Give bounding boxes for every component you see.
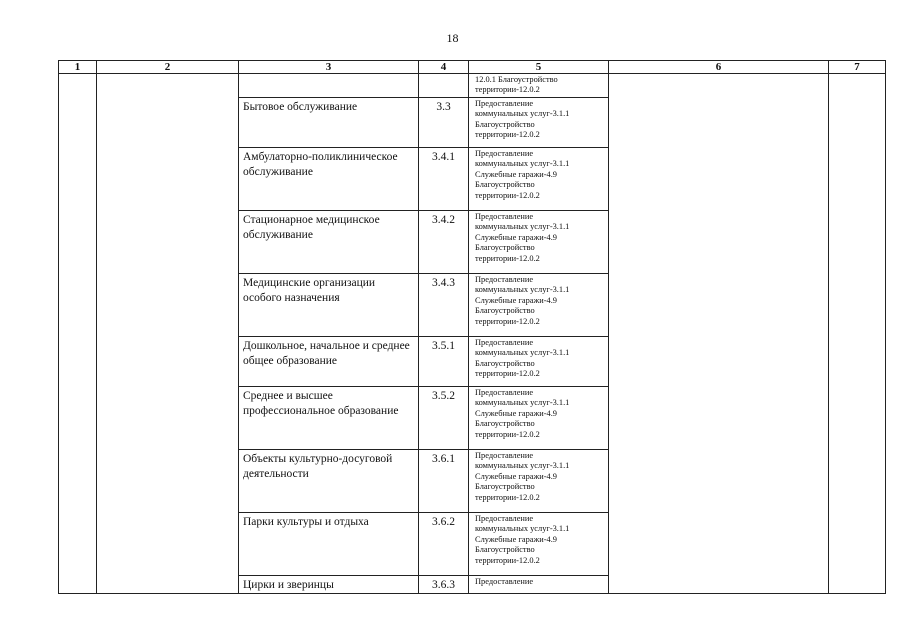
auxiliary-uses-cell (469, 337, 609, 387)
auxiliary-use-line: Предоставление (475, 577, 534, 586)
auxiliary-uses-cell (469, 387, 609, 450)
auxiliary-use-line: Служебные гаражи-4.9 (475, 471, 557, 481)
auxiliary-uses-cell (469, 148, 609, 211)
auxiliary-use-line: Благоустройство (475, 419, 535, 429)
auxiliary-use-line: Благоустройство (475, 358, 535, 368)
auxiliary-uses-cell (469, 274, 609, 337)
auxiliary-use-line: коммунальных услуг-3.1.1 (475, 348, 570, 358)
auxiliary-use-line: Предоставление (475, 514, 534, 523)
auxiliary-use-line: коммунальных услуг-3.1.1 (475, 159, 570, 169)
column-header: 5 (469, 61, 609, 74)
object-type-code: 3.6.3 (419, 576, 469, 594)
auxiliary-use-line: Служебные гаражи-4.9 (475, 534, 557, 544)
auxiliary-use-line: 12.0.1 Благоустройство (475, 75, 558, 84)
auxiliary-use-line: коммунальных услуг-3.1.1 (475, 109, 570, 119)
auxiliary-use-line: территории-12.0.2 (475, 130, 540, 140)
object-type-code: 3.6.1 (419, 450, 469, 513)
auxiliary-uses-cell (469, 98, 609, 148)
column-header: 2 (97, 61, 239, 74)
auxiliary-use-line: территории-12.0.2 (475, 253, 540, 263)
auxiliary-use-line: Благоустройство (475, 482, 535, 492)
object-type-name: Объекты культурно-досуговой деятельности (239, 450, 419, 513)
auxiliary-use-line: коммунальных услуг-3.1.1 (475, 524, 570, 534)
column-1-cell (59, 74, 97, 594)
column-header: 7 (829, 61, 886, 74)
auxiliary-use-line: Служебные гаражи-4.9 (475, 295, 557, 305)
auxiliary-use-line: территории-12.0.2 (475, 316, 540, 326)
auxiliary-use-line: территории-12.0.2 (475, 85, 540, 95)
object-type-name: Среднее и высшее профессиональное образование (239, 387, 419, 450)
object-type-code: 3.5.1 (419, 337, 469, 387)
object-type-name: Медицинские организации особого назначения (239, 274, 419, 337)
auxiliary-use-line: Благоустройство (475, 243, 535, 253)
auxiliary-use-line: территории-12.0.2 (475, 492, 540, 502)
table-row (59, 74, 886, 98)
object-type-code (419, 74, 469, 98)
page-number: 18 (446, 31, 459, 45)
column-header: 4 (419, 61, 469, 74)
object-type-name: Цирки и зверинцы (239, 576, 419, 594)
auxiliary-use-line: Предоставление (475, 338, 534, 347)
auxiliary-use-line: коммунальных услуг-3.1.1 (475, 285, 570, 295)
auxiliary-use-line: Благоустройство (475, 545, 535, 555)
auxiliary-uses-cell (469, 211, 609, 274)
column-header: 1 (59, 61, 97, 74)
object-type-code: 3.5.2 (419, 387, 469, 450)
auxiliary-use-line: Благоустройство (475, 119, 535, 129)
object-type-code: 3.4.3 (419, 274, 469, 337)
auxiliary-uses-cell (469, 74, 609, 98)
auxiliary-use-line: Служебные гаражи-4.9 (475, 408, 557, 418)
document-table (58, 60, 886, 594)
object-type-name: Стационарное медицинское обслуживание (239, 211, 419, 274)
object-type-name: Парки культуры и отдыха (239, 513, 419, 576)
auxiliary-use-line: территории-12.0.2 (475, 190, 540, 200)
auxiliary-use-line: коммунальных услуг-3.1.1 (475, 398, 570, 408)
auxiliary-use-line: коммунальных услуг-3.1.1 (475, 461, 570, 471)
auxiliary-use-line: Предоставление (475, 212, 534, 221)
auxiliary-use-line: Служебные гаражи-4.9 (475, 232, 557, 242)
column-header: 6 (609, 61, 829, 74)
header-row (59, 61, 886, 74)
auxiliary-use-line: Предоставление (475, 99, 534, 108)
object-type-code: 3.3 (419, 98, 469, 148)
auxiliary-use-line: Служебные гаражи-4.9 (475, 169, 557, 179)
auxiliary-uses-cell (469, 513, 609, 576)
column-6-cell (609, 74, 829, 594)
object-type-code: 3.4.2 (419, 211, 469, 274)
column-7-cell (829, 74, 886, 594)
auxiliary-use-line: территории-12.0.2 (475, 555, 540, 565)
auxiliary-use-line: территории-12.0.2 (475, 429, 540, 439)
auxiliary-use-line: Предоставление (475, 275, 534, 284)
column-header: 3 (239, 61, 419, 74)
object-type-name: Бытовое обслуживание (239, 98, 419, 148)
auxiliary-uses-cell (469, 576, 609, 594)
object-type-name: Дошкольное, начальное и среднее общее образование (239, 337, 419, 387)
auxiliary-use-line: Предоставление (475, 388, 534, 397)
auxiliary-use-line: территории-12.0.2 (475, 369, 540, 379)
object-type-name: Амбулаторно-поликлиническое обслуживание (239, 148, 419, 211)
auxiliary-use-line: коммунальных услуг-3.1.1 (475, 222, 570, 232)
auxiliary-use-line: Предоставление (475, 149, 534, 158)
auxiliary-use-line: Благоустройство (475, 306, 535, 316)
object-type-code: 3.6.2 (419, 513, 469, 576)
auxiliary-use-line: Предоставление (475, 451, 534, 460)
auxiliary-use-line: Благоустройство (475, 180, 535, 190)
column-2-cell (97, 74, 239, 594)
auxiliary-uses-cell (469, 450, 609, 513)
object-type-code: 3.4.1 (419, 148, 469, 211)
object-type-name (239, 74, 419, 98)
